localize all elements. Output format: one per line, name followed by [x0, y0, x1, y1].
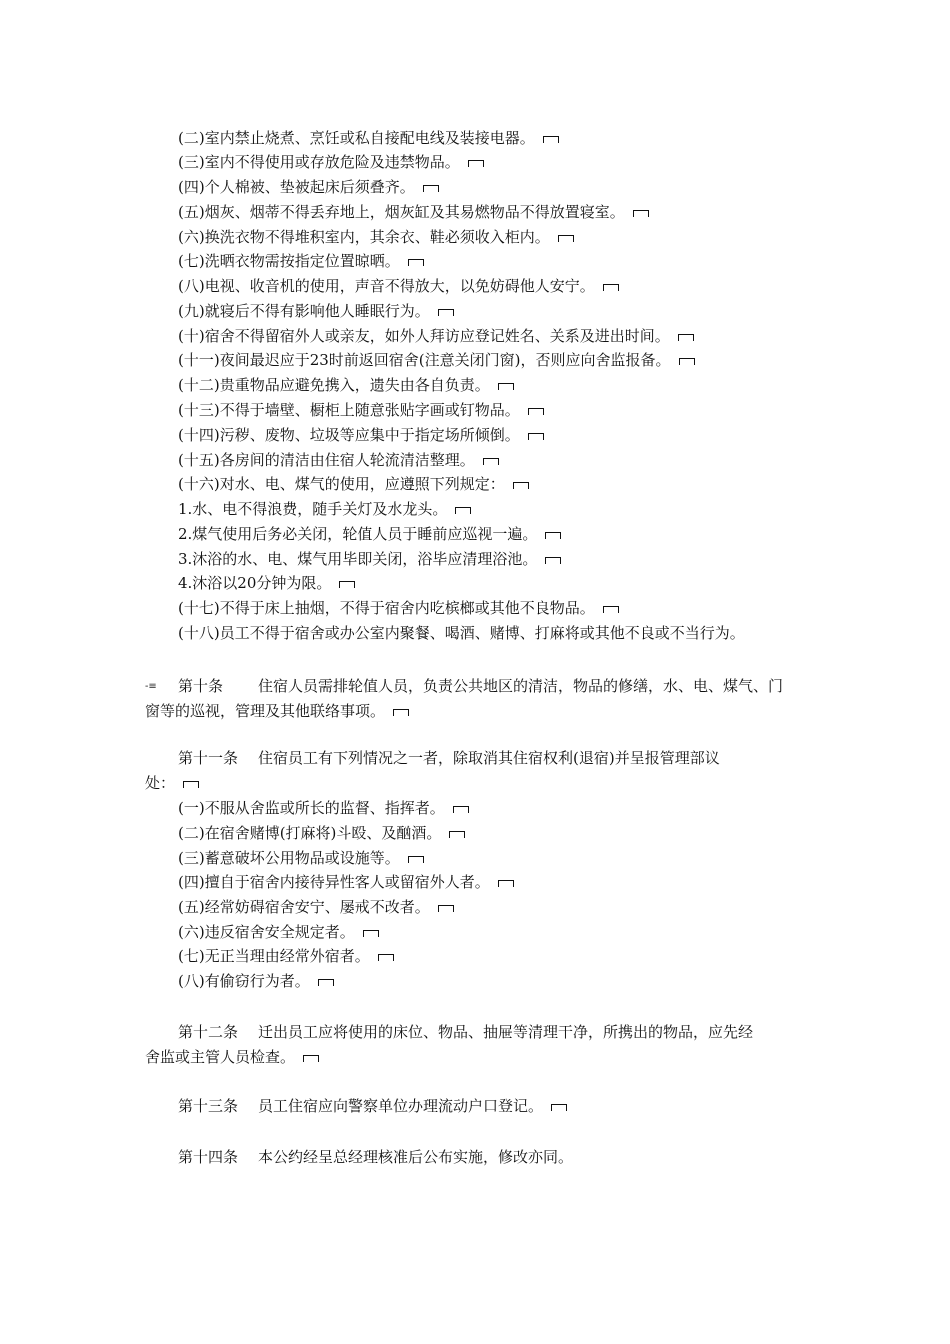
list-item: (二)在宿舍赌博(打麻将)斗殴、及酗酒。 — [178, 823, 465, 843]
list-item: (六)违反宿舍安全规定者。 — [178, 922, 379, 942]
paragraph-mark-icon — [318, 979, 334, 986]
paragraph-mark-icon — [339, 581, 355, 588]
paragraph-mark-icon — [408, 856, 424, 863]
paragraph-mark-icon — [408, 259, 424, 266]
list-item: (五)经常妨碍宿舍安宁、屡戒不改者。 — [178, 897, 454, 917]
paragraph-mark-icon — [483, 458, 499, 465]
list-item: 3.沐浴的水、电、煤气用毕即关闭，浴毕应清理浴池。 — [178, 549, 561, 569]
list-item: (十一)夜间最迟应于23时前返回宿舍(注意关闭门窗)，否则应向舍监报备。 — [178, 350, 695, 370]
list-item: (三)室内不得使用或存放危险及违禁物品。 — [178, 152, 484, 172]
paragraph-mark-icon — [513, 482, 529, 489]
paragraph-mark-icon — [438, 905, 454, 912]
list-item: (十三)不得于墙壁、橱柜上随意张贴字画或钉物品。 — [178, 400, 544, 420]
article-text: 处： — [145, 774, 176, 792]
list-item: (八)电视、收音机的使用，声音不得放大，以免妨碍他人安宁。 — [178, 276, 619, 296]
paragraph-mark-icon — [423, 185, 439, 192]
paragraph-mark-icon — [603, 284, 619, 291]
list-item: (十七)不得于床上抽烟，不得于宿舍内吃槟榔或其他不良物品。 — [178, 598, 619, 618]
list-item: (四)擅自于宿舍内接待异性客人或留宿外人者。 — [178, 872, 514, 892]
list-item: (五)烟灰、烟蒂不得丢弃地上，烟灰缸及其易燃物品不得放置寝室。 — [178, 202, 649, 222]
paragraph-mark-icon — [453, 806, 469, 813]
paragraph-mark-icon — [528, 408, 544, 415]
list-item: (十)宿舍不得留宿外人或亲友，如外人拜访应登记姓名、关系及进出时间。 — [178, 326, 694, 346]
paragraph-mark-icon — [498, 880, 514, 887]
paragraph-mark-icon — [633, 210, 649, 217]
article-text: 本公约经呈总经理核准后公布实施，修改亦同。 — [258, 1148, 574, 1166]
list-item: (九)就寝后不得有影响他人睡眠行为。 — [178, 301, 454, 321]
list-item: (一)不服从舍监或所长的监督、指挥者。 — [178, 798, 469, 818]
paragraph-mark-icon — [551, 1104, 567, 1111]
article-text: 住宿员工有下列情况之一者，除取消其住宿权利(退宿)并呈报管理部议 — [258, 749, 720, 767]
article-text: 迁出员工应将使用的床位、物品、抽屉等清理干净，所携出的物品，应先经 — [258, 1023, 754, 1041]
list-item: (十八)员工不得于宿舍或办公室内聚餐、喝酒、赌博、打麻将或其他不良或不当行为。 — [178, 624, 745, 642]
article-text: 住宿人员需排轮值人员，负责公共地区的清洁，物品的修缮，水、电、煤气、门 — [258, 677, 784, 695]
list-item: 4.沐浴以20分钟为限。 — [178, 573, 355, 593]
bullet-icon: -≡ — [145, 681, 157, 692]
paragraph-mark-icon — [678, 334, 694, 341]
article-title: 第十条 — [178, 677, 224, 695]
article-text: 窗等的巡视，管理及其他联络事项。 — [145, 702, 386, 720]
paragraph-mark-icon — [498, 383, 514, 390]
list-item: 2.煤气使用后务必关闭，轮值人员于睡前应巡视一遍。 — [178, 524, 561, 544]
list-item: (十二)贵重物品应避免携入，遗失由各自负责。 — [178, 375, 514, 395]
article-title: 第十二条 — [178, 1023, 239, 1041]
paragraph-mark-icon — [528, 433, 544, 440]
paragraph-mark-icon — [545, 557, 561, 564]
paragraph-mark-icon — [468, 160, 484, 167]
list-item: (十四)污秽、废物、垃圾等应集中于指定场所倾倒。 — [178, 425, 544, 445]
paragraph-mark-icon — [303, 1055, 319, 1062]
article-text: 员工住宿应向警察单位办理流动户口登记。 — [258, 1097, 544, 1115]
list-item: (十六)对水、电、煤气的使用，应遵照下列规定： — [178, 474, 529, 494]
paragraph-mark-icon — [558, 235, 574, 242]
paragraph-mark-icon — [183, 781, 199, 788]
list-item: (三)蓄意破坏公用物品或设施等。 — [178, 848, 424, 868]
list-item: (七)洗晒衣物需按指定位置晾晒。 — [178, 251, 424, 271]
paragraph-mark-icon — [545, 532, 561, 539]
paragraph-mark-icon — [393, 709, 409, 716]
paragraph-mark-icon — [378, 954, 394, 961]
article-title: 第十三条 — [178, 1097, 239, 1115]
list-item: (四)个人棉被、垫被起床后须叠齐。 — [178, 177, 439, 197]
list-item: (六)换洗衣物不得堆积室内，其余衣、鞋必须收入柜内。 — [178, 227, 574, 247]
paragraph-mark-icon — [449, 831, 465, 838]
list-item: (十五)各房间的清洁由住宿人轮流清洁整理。 — [178, 450, 499, 470]
list-item: (八)有偷窃行为者。 — [178, 971, 334, 991]
article-title: 第十一条 — [178, 749, 239, 767]
paragraph-mark-icon — [455, 507, 471, 514]
article-text: 舍监或主管人员检查。 — [145, 1048, 296, 1066]
paragraph-mark-icon — [438, 309, 454, 316]
paragraph-mark-icon — [543, 136, 559, 143]
article-title: 第十四条 — [178, 1148, 239, 1166]
paragraph-mark-icon — [679, 358, 695, 365]
list-item: (二)室内禁止烧煮、烹饪或私自接配电线及装接电器。 — [178, 128, 559, 148]
paragraph-mark-icon — [603, 606, 619, 613]
list-item: (七)无正当理由经常外宿者。 — [178, 946, 394, 966]
list-item: 1.水、电不得浪费，随手关灯及水龙头。 — [178, 499, 471, 519]
paragraph-mark-icon — [363, 930, 379, 937]
